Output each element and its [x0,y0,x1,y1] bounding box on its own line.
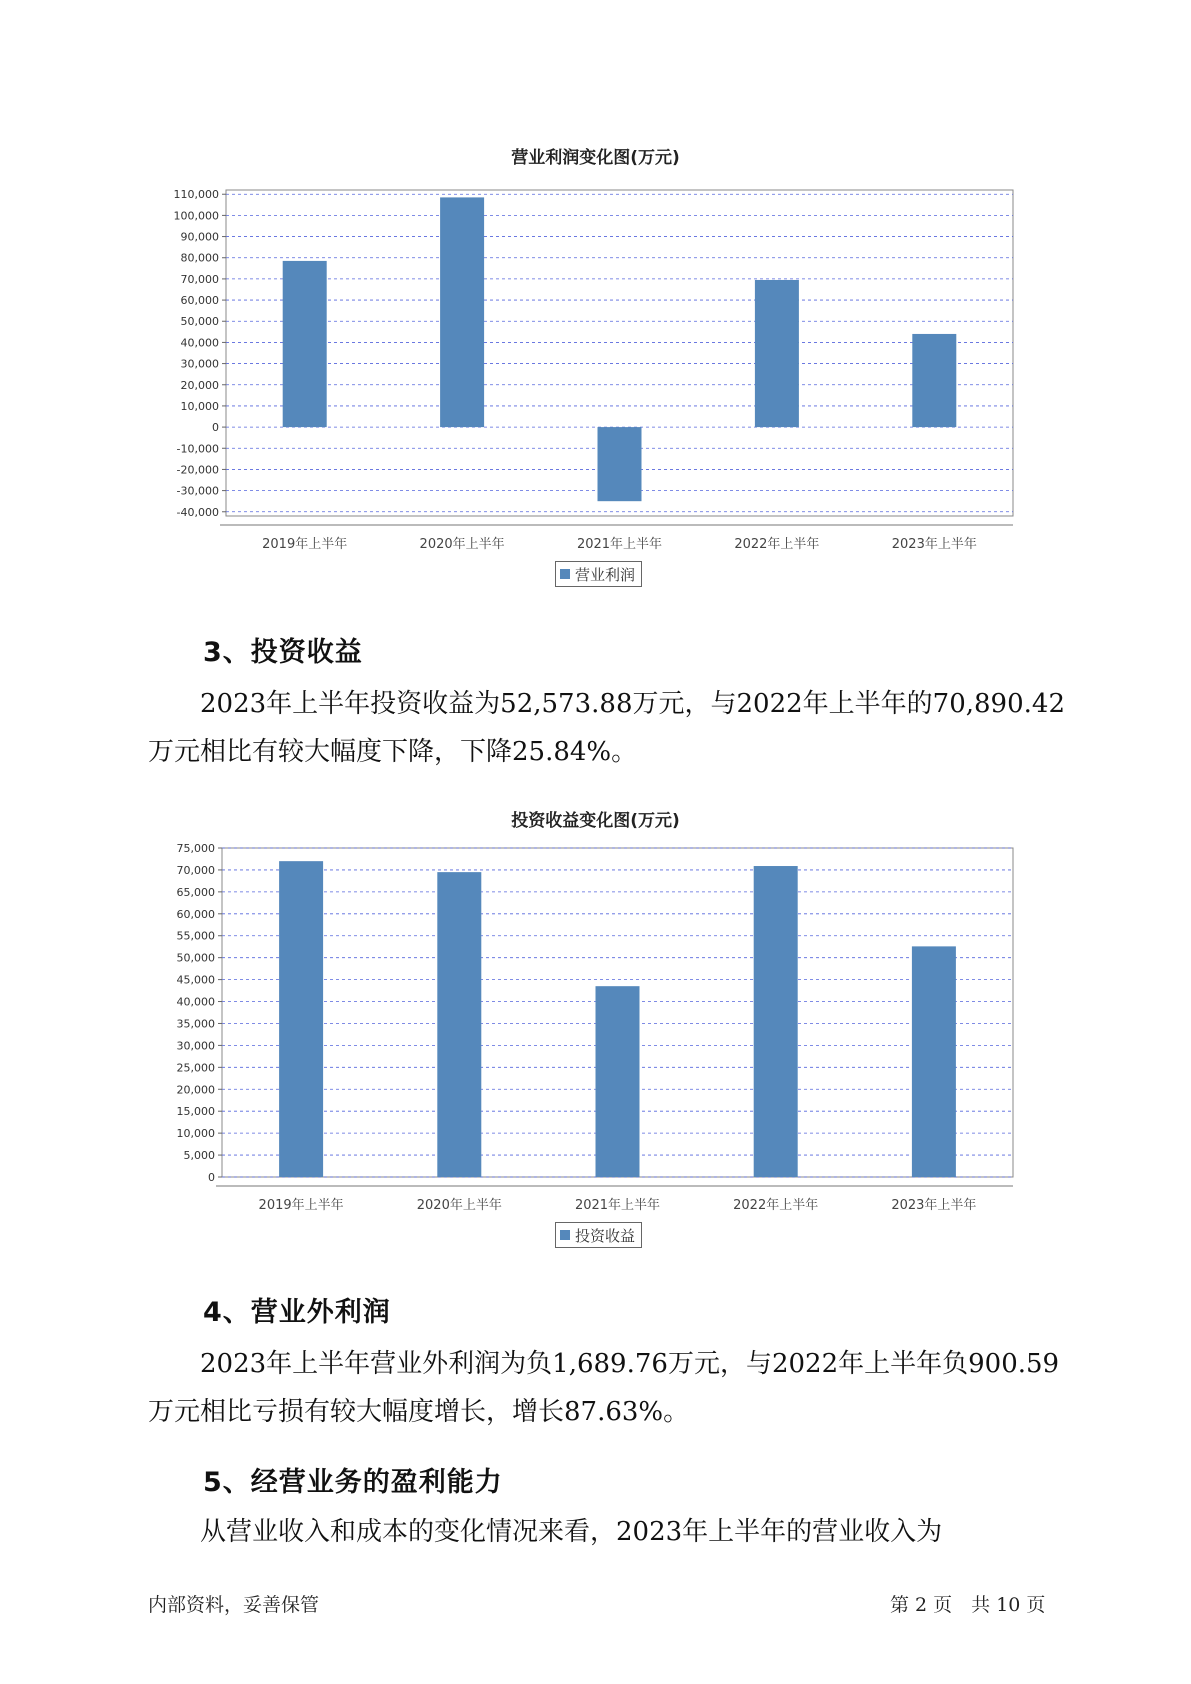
bar [912,946,956,1177]
section3-line1: 2023年上半年投资收益为52,573.88万元，与2022年上半年的70,890.42 [200,689,1065,719]
y-tick-label: 90,000 [180,230,219,244]
footer-left: 内部资料，妥善保管 [148,1594,320,1616]
y-tick-label: 50,000 [176,951,215,965]
chart1-title: 营业利润变化图(万元) [511,148,680,168]
x-tick-label: 2022年上半年 [734,537,820,552]
section4-line1: 2023年上半年营业外利润为负1,689.76万元，与2022年上半年负900.59 [200,1349,1060,1379]
y-tick-label: 100,000 [173,209,219,223]
section3-heading: 3、投资收益 [203,637,363,668]
y-tick-label: 25,000 [176,1061,215,1075]
section4-line2: 万元相比亏损有较大幅度增长，增长87.63%。 [148,1397,690,1427]
x-tick-label: 2022年上半年 [733,1198,819,1213]
y-tick-label: 75,000 [176,842,215,855]
y-tick-label: 10,000 [176,1127,215,1141]
y-tick-label: 110,000 [173,188,219,202]
chart1-legend-label: 营业利润 [575,565,636,584]
x-tick-label: 2020年上半年 [419,537,505,552]
y-tick-label: 0 [212,421,219,435]
y-tick-label: 80,000 [180,251,219,265]
y-tick-label: 65,000 [176,885,215,899]
y-tick-label: 70,000 [180,272,219,286]
chart2-title: 投资收益变化图(万元) [511,811,680,831]
y-tick-label: -20,000 [176,463,219,477]
bar [437,872,481,1177]
y-tick-label: 20,000 [180,378,219,392]
y-tick-label: -30,000 [176,484,219,498]
section4-heading: 4、营业外利润 [203,1297,391,1328]
x-tick-label: 2023年上半年 [891,1198,977,1213]
section5-line1: 从营业收入和成本的变化情况来看，2023年上半年的营业收入为 [200,1517,943,1547]
y-tick-label: -40,000 [176,505,219,519]
y-tick-label: 60,000 [180,294,219,308]
y-tick-label: 60,000 [176,907,215,921]
footer-page-number: 第 2 页 共 10 页 [890,1594,1046,1616]
section3-line2: 万元相比有较大幅度下降，下降25.84%。 [148,737,638,767]
x-tick-label: 2023年上半年 [891,537,977,552]
bar [754,866,798,1177]
y-tick-label: 40,000 [180,336,219,350]
y-tick-label: 70,000 [176,863,215,877]
bar [596,986,640,1177]
y-tick-label: 55,000 [176,929,215,943]
y-tick-label: 30,000 [180,357,219,371]
y-tick-label: 20,000 [176,1083,215,1097]
chart2-legend [555,1222,642,1248]
chart2-legend-label: 投资收益 [575,1226,636,1245]
x-tick-label: 2019年上半年 [262,537,348,552]
y-tick-label: 50,000 [180,315,219,329]
y-tick-label: 0 [208,1171,215,1184]
section5-paragraph [148,1508,1074,1556]
legend-swatch-icon [560,1230,570,1240]
y-tick-label: 45,000 [176,973,215,987]
y-tick-label: -10,000 [176,442,219,456]
y-tick-label: 10,000 [180,399,219,413]
section5-heading: 5、经营业务的盈利能力 [203,1467,503,1498]
y-tick-label: 40,000 [176,995,215,1009]
x-tick-label: 2020年上半年 [416,1198,502,1213]
bar [279,861,323,1177]
x-tick-label: 2019年上半年 [258,1198,344,1213]
y-tick-label: 30,000 [176,1039,215,1053]
x-tick-label: 2021年上半年 [574,1198,661,1213]
y-tick-label: 35,000 [176,1017,215,1031]
x-tick-label: 2021年上半年 [576,537,663,552]
y-tick-label: 5,000 [183,1149,215,1163]
section4-paragraph [148,1340,1074,1436]
y-tick-label: 15,000 [176,1105,215,1119]
